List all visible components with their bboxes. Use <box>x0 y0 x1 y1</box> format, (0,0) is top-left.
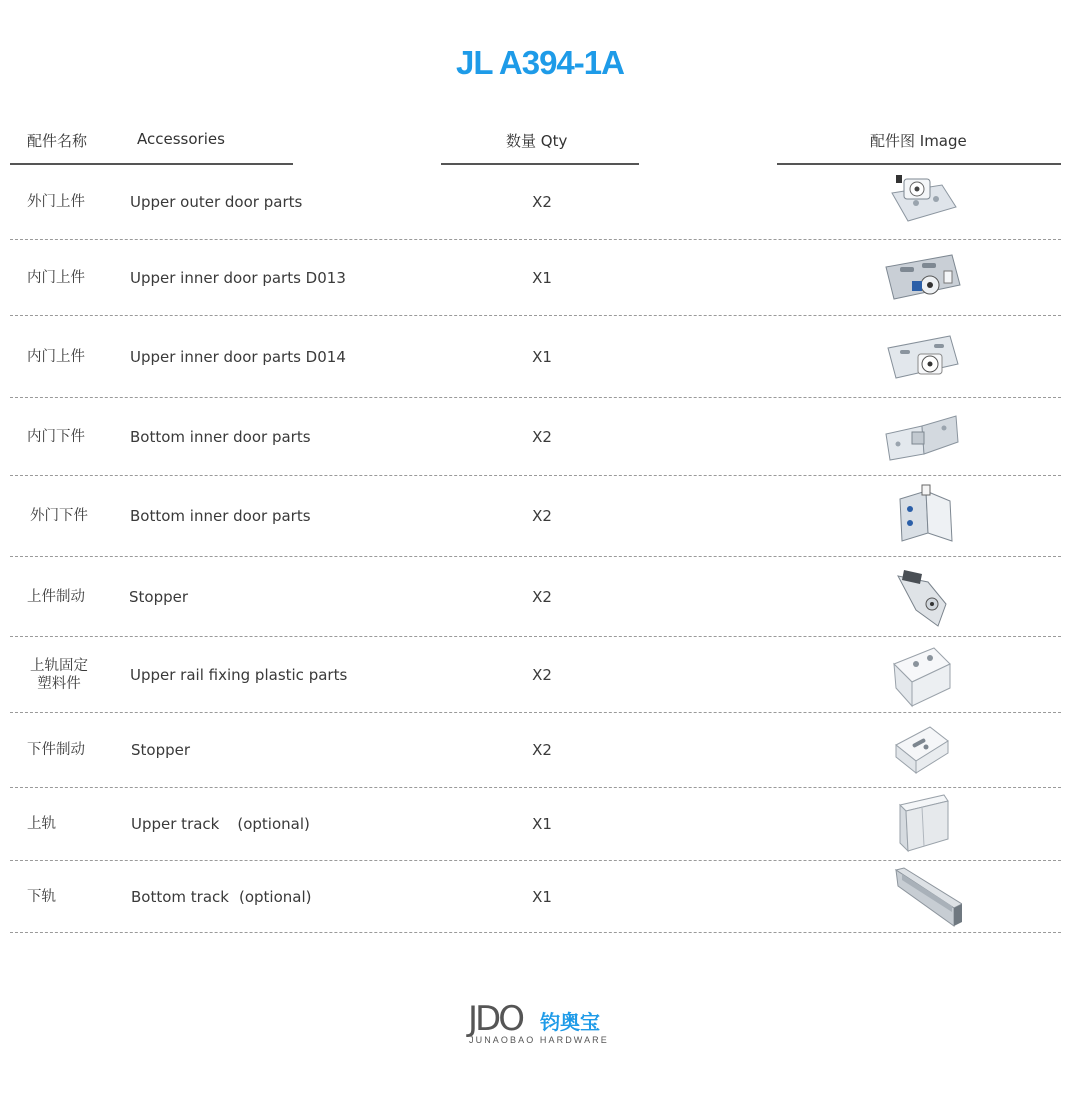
row-qty: X2 <box>532 587 552 606</box>
row-name-cn: 外门下件 <box>30 508 88 524</box>
bottom-track-icon <box>882 864 962 930</box>
brand-logo <box>468 999 613 1048</box>
header-image: 配件图 Image <box>870 132 967 150</box>
row-qty: X1 <box>532 268 552 287</box>
row-name-en: Upper inner door parts D014 <box>130 347 346 366</box>
row-qty: X1 <box>532 815 552 833</box>
bottom-inner-door-parts-icon <box>882 404 962 470</box>
table-row <box>10 398 1061 476</box>
logo-mark: JDO <box>468 999 522 1039</box>
upper-inner-door-parts-d014-icon <box>882 324 962 390</box>
table-row <box>10 861 1061 933</box>
row-name-en: Bottom inner door parts <box>130 427 311 446</box>
upper-inner-door-parts-d013-icon <box>882 245 962 311</box>
row-name-cn: 内门上件 <box>27 348 85 365</box>
page-title: JL A394-1A <box>456 44 624 81</box>
table-row <box>10 476 1061 557</box>
table-row <box>10 164 1061 240</box>
header-name-en: Accessories <box>137 130 225 148</box>
upper-track-icon <box>882 791 962 857</box>
row-name-cn: 内门下件 <box>27 428 85 445</box>
row-qty: X2 <box>532 427 552 446</box>
row-qty: X2 <box>532 741 552 759</box>
row-name-cn: 外门上件 <box>27 193 85 210</box>
row-name-cn: 上轨固定 塑料件 <box>30 657 88 692</box>
logo-name-cn: 钧奥宝 <box>540 1010 600 1034</box>
row-qty: X2 <box>532 665 552 684</box>
row-name-en: Upper inner door parts D013 <box>130 268 346 287</box>
header-name-cn: 配件名称 <box>27 132 88 150</box>
row-qty: X2 <box>532 192 552 211</box>
table-row <box>10 788 1061 861</box>
table-row <box>10 713 1061 788</box>
table-row <box>10 557 1061 637</box>
row-qty: X1 <box>532 887 552 906</box>
row-name-cn: 上轨 <box>27 816 56 832</box>
row-qty: X2 <box>532 507 552 525</box>
row-name-en: Bottom track (optional) <box>131 887 312 906</box>
upper-stopper-icon <box>882 564 962 630</box>
row-name-en: Stopper <box>131 741 191 759</box>
row-name-en: Upper track (optional) <box>131 815 310 833</box>
table-row <box>10 240 1061 316</box>
row-name-cn: 内门上件 <box>27 269 85 286</box>
table-row <box>10 637 1061 713</box>
rail-fixing-plastic-icon <box>882 642 962 708</box>
row-name-en: Upper outer door parts <box>130 192 303 211</box>
row-qty: X1 <box>532 347 552 366</box>
row-name-cn: 下件制动 <box>27 742 85 758</box>
row-name-cn: 上件制动 <box>27 588 85 605</box>
header-qty: 数量 Qty <box>506 132 568 150</box>
table-row <box>10 316 1061 398</box>
row-name-en: Stopper <box>129 587 189 606</box>
logo-name-en: JUNAOBAO HARDWARE <box>469 1035 609 1045</box>
lower-stopper-icon <box>882 717 962 783</box>
upper-outer-door-parts-icon <box>882 169 962 235</box>
bottom-outer-door-parts-icon <box>882 483 962 549</box>
row-name-cn: 下轨 <box>27 888 56 905</box>
row-name-en: Upper rail fixing plastic parts <box>130 665 348 684</box>
row-name-en: Bottom inner door parts <box>130 507 311 525</box>
